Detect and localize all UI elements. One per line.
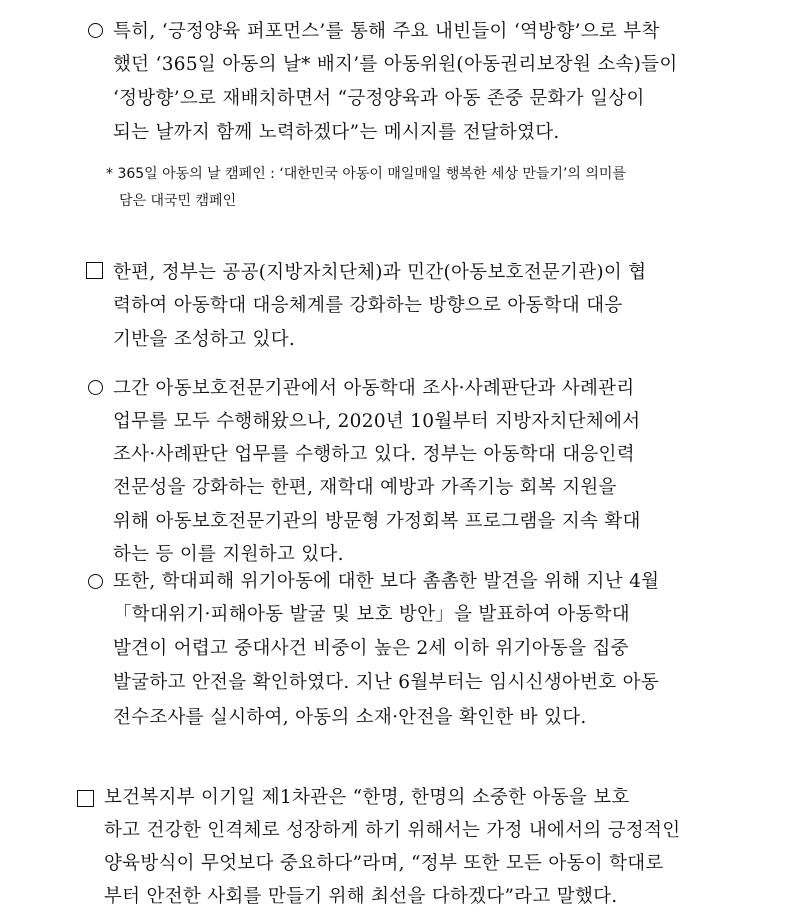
footnote-line-2: 담은 대국민 캠페인 <box>119 193 237 209</box>
bullet-circle-icon <box>88 23 103 38</box>
footnote-line-1: * 365일 아동의 날 캠페인 : ‘대한민국 아동이 매일매일 행복한 세상 만들기’의 의미를 <box>106 166 626 182</box>
p4-line-3: 발견이 어렵고 중대사건 비중이 높은 2세 이하 위기아동을 집중 <box>113 638 629 659</box>
p3-line-4: 전문성을 강화하는 한편, 재학대 예방과 가족기능 회복 지원을 <box>113 477 617 498</box>
p4-line-5: 전수조사를 실시하여, 아동의 소재·안전을 확인한 바 있다. <box>113 707 587 728</box>
p3-line-3: 조사·사례판단 업무를 수행하고 있다. 정부는 아동학대 대응인력 <box>113 444 635 465</box>
p4-line-2: 「학대위기·피해아동 발굴 및 보호 방안」을 발표하여 아동학대 <box>113 604 630 625</box>
p4-line-1: 또한, 학대피해 위기아동에 대한 보다 촘촘한 발견을 위해 지난 4월 <box>113 571 660 592</box>
p2-line-2: 력하여 아동학대 대응체계를 강화하는 방향으로 아동학대 대응 <box>113 295 623 316</box>
bullet-circle-icon <box>88 574 103 589</box>
p3-line-2: 업무를 모두 수행해왔으나, 2020년 10월부터 지방자치단체에서 <box>113 411 641 432</box>
p1-line-1: 특히, ‘긍정양육 퍼포먼스’를 통해 주요 내빈들이 ‘역방향’으로 부착 <box>113 21 660 42</box>
p1-line-3: ‘정방향’으로 재배치하면서 “긍정양육과 아동 존중 문화가 일상이 <box>113 88 645 109</box>
p1-line-2: 했던 ‘365일 아동의 날* 배지’를 아동위원(아동권리보장원 소속)들이 <box>113 54 678 75</box>
bullet-circle-icon <box>88 380 103 395</box>
p3-line-6: 하는 등 이를 지원하고 있다. <box>113 544 344 565</box>
p3-line-5: 위해 아동보호전문기관의 방문형 가정회복 프로그램을 지속 확대 <box>113 511 641 532</box>
p5-line-2: 하고 건강한 인격체로 성장하게 하기 위해서는 가정 내에서의 긍정적인 <box>104 820 681 841</box>
p4-line-4: 발굴하고 안전을 확인하였다. 지난 6월부터는 임시신생아번호 아동 <box>113 672 659 693</box>
p2-line-3: 기반을 조성하고 있다. <box>113 329 296 350</box>
p5-line-1: 보건복지부 이기일 제1차관은 “한명, 한명의 소중한 아동을 보호 <box>104 787 630 808</box>
bullet-square-icon <box>86 262 103 279</box>
p5-line-3: 양육방식이 무엇보다 중요하다”라며, “정부 또한 모든 아동이 학대로 <box>104 853 664 874</box>
p1-line-4: 되는 날까지 함께 노력하겠다”는 메시지를 전달하였다. <box>113 122 560 143</box>
p5-line-4: 부터 안전한 사회를 만들기 위해 최선을 다하겠다”라고 말했다. <box>104 886 618 907</box>
bullet-square-icon <box>77 790 94 807</box>
p3-line-1: 그간 아동보호전문기관에서 아동학대 조사·사례판단과 사례관리 <box>113 378 635 399</box>
p2-line-1: 한편, 정부는 공공(지방자치단체)과 민간(아동보호전문기관)이 협 <box>113 262 647 283</box>
